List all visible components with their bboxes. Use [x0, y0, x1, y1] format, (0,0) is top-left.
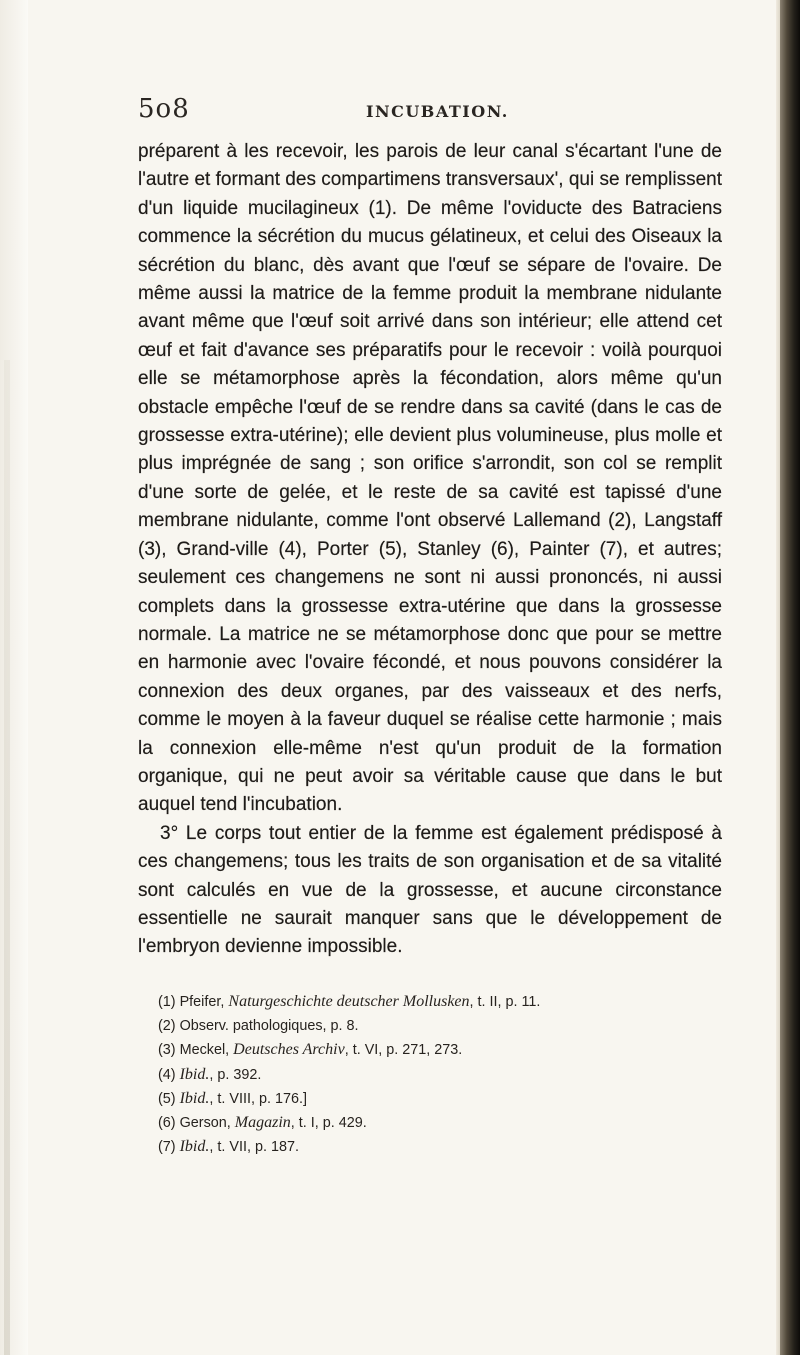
- page-header: [138, 94, 718, 134]
- scan-shadow-left: [4, 360, 10, 1355]
- footnote-5: (5) Ibid., t. VIII, p. 176.]: [158, 1089, 307, 1107]
- footnote-4: (4) Ibid., p. 392.: [158, 1065, 262, 1083]
- footnote-1: (1) Pfeifer, Naturgeschichte deutscher Mollusken, t. II, p. 11.: [158, 993, 541, 1010]
- footnote-2: (2) Observ. pathologiques, p. 8.: [158, 1018, 359, 1035]
- paragraph: 3° Le corps tout entier de la femme est également prédisposé à ces changemens; tous les traits de son organisation et de sa vitalité sont calculés en vue de la grossesse, et aucune circonstance essentielle ne saurait manquer sans que le développement de l'embryon devienne impossible.: [138, 822, 722, 958]
- page-number: 5o8: [138, 94, 190, 124]
- running-title: INCUBATION.: [366, 102, 509, 121]
- book-binding: [780, 0, 800, 1355]
- main-text: [138, 138, 722, 962]
- footnote-7: (7) Ibid., t. VII, p. 187.: [158, 1138, 299, 1156]
- footnote-3: (3) Meckel, Deutsches Archiv, t. VI, p. 271, 273.: [158, 1041, 463, 1059]
- footnote-6: (6) Gerson, Magazin, t. I, p. 429.: [158, 1114, 367, 1132]
- footnotes: [158, 990, 718, 1159]
- paragraph: préparent à les recevoir, les parois de leur canal s'écartant l'une de l'autre et formant des compartimens transversaux', qui se remplissent d'un liquide mucilagineux (1). De même l'oviducte des Batraciens commence la sécrétion du mucus gélatineux, et celui des Oiseaux la sécrétion du blanc, dès avant que l'œuf se sépare de l'ovaire. De même aussi la matrice de la femme produit la membrane nidulante avant même que l'œuf soit arrivé dans son intérieur; elle attend cet œuf et fait d'avance ses préparatifs pour le recevoir : voilà pourquoi elle se métamorphose après la fécondation, alors même qu'un obstacle empêche l'œuf de se rendre dans sa cavité (dans le cas de grossesse extra-utérine); elle devient plus volumineuse, plus molle et plus imprégnée de sang ; son orifice s'arrondit, son col se remplit d'une sorte de gelée, et le reste de sa cavité est tapissé d'une membrane nidulante, comme l'ont observé Lallemand (2), Langstaff (3), Grand-ville (4), Porter (5), Stanley (6), Painter (7), et autres; seulement ces changemens ne sont ni aussi prononcés, ni aussi complets dans la grossesse extra-utérine que dans la grossesse normale. La matrice ne se métamorphose donc que pour se mettre en harmonie avec l'ovaire fécondé, et nous pouvons considérer la connexion des deux organes, par des vaisseaux et des nerfs, comme le moyen à la faveur duquel se réalise cette harmonie ; mais la connexion elle-même n'est qu'un produit de la formation organique, qui ne peut avoir sa véritable cause que dans le but auquel tend l'incubation.: [138, 141, 722, 816]
